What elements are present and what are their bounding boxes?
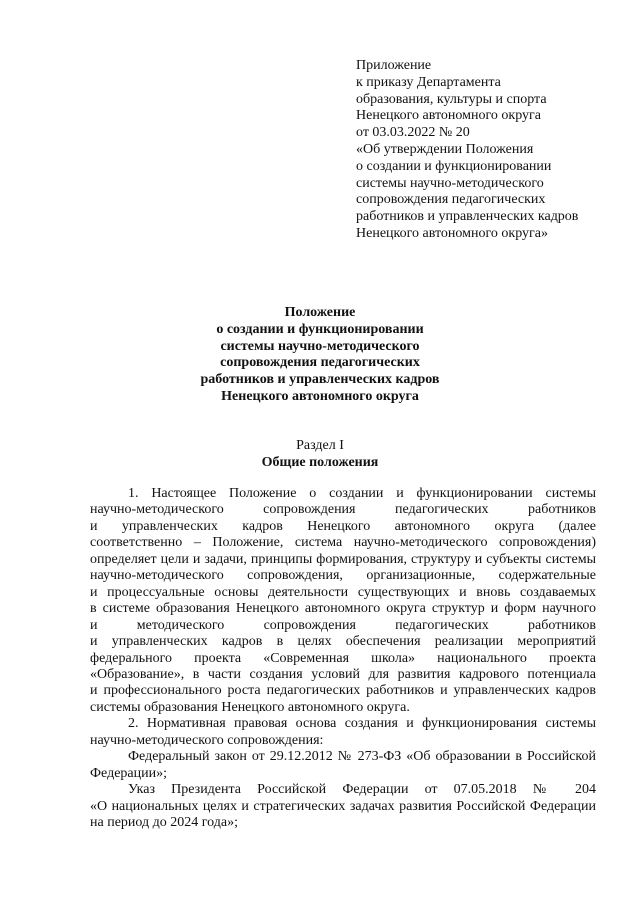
body-line: федерального проекта «Современная школа» национального проекта: [90, 650, 596, 666]
section-heading: [0, 437, 640, 471]
body-line: и профессионального роста педагогических работников и управленческих кадров: [90, 683, 596, 699]
title-line: Ненецкого автономного округа: [221, 388, 419, 404]
title-line: сопровождения педагогических: [220, 355, 420, 371]
body-line: Федеральный закон от 29.12.2012 № 273-ФЗ «Об образовании в Российской: [128, 749, 596, 765]
annex-line: «Об утверждении Положения: [356, 141, 534, 157]
annex-line: от 03.03.2022 № 20: [356, 125, 470, 141]
annex-line: Ненецкого автономного округа»: [356, 225, 548, 241]
title-line: работников и управленческих кадров: [200, 372, 440, 388]
body-line: в системе образования Ненецкого автономного округа структур и форм научного: [90, 601, 596, 617]
body-line: системы образования Ненецкого автономного округа.: [90, 699, 410, 715]
body-line: Федерации»;: [90, 765, 168, 781]
annex-line: сопровождения педагогических: [356, 192, 546, 208]
body-line: 2. Нормативная правовая основа создания и функционирования системы: [128, 716, 596, 732]
body-line: на период до 2024 года»;: [90, 815, 238, 831]
annex-line: к приказу Департамента: [356, 74, 501, 90]
annex-line: системы научно-методического: [356, 175, 544, 191]
annex-line: о создании и функционировании: [356, 158, 552, 174]
body-line: и управленческих кадров Ненецкого автономного округа (далее: [90, 518, 596, 534]
annex-line: Ненецкого автономного округа: [356, 108, 541, 124]
body-line: научно-методического сопровождения, организационные, содержательные: [90, 568, 596, 584]
section-title: Общие положения: [261, 455, 379, 470]
body-line: «Образование», в части создания условий для развития кадрового потенциала: [90, 666, 596, 682]
title-line: о создании и функционировании: [216, 321, 424, 337]
body-line: определяет цели и задачи, принципы формирования, структуру и субъекты системы: [90, 551, 596, 567]
annex-line: работников и управленческих кадров: [356, 209, 579, 225]
body-line: Указ Президента Российской Федерации от 07.05.2018 № 204: [128, 782, 596, 798]
annex-line: Приложение: [356, 58, 432, 73]
document-title: [0, 305, 640, 406]
body-line: и методического сопровождения педагогических работников: [90, 617, 596, 633]
title-line: системы научно-методического: [220, 338, 420, 354]
body-line: и управленческих кадров в целях обеспечения реализации мероприятий: [90, 634, 596, 650]
annex-block: [356, 58, 626, 243]
title-line: Положение: [284, 305, 356, 320]
section-number: Раздел I: [296, 438, 344, 453]
body-line: соответственно – Положение, система научно-методического сопровождения): [90, 535, 596, 551]
body-line: научно-методического сопровождения:: [90, 732, 324, 748]
body-text: [90, 486, 596, 832]
body-line: и процессуальные основы деятельности существующих и вновь создаваемых: [90, 584, 596, 600]
annex-line: образования, культуры и спорта: [356, 91, 547, 107]
body-line: научно-методического сопровождения педагогических работников: [90, 502, 596, 518]
body-line: «О национальных целях и стратегических задачах развития Российской Федерации: [90, 798, 596, 814]
body-line: 1. Настоящее Положение о создании и функционировании системы: [128, 486, 596, 501]
